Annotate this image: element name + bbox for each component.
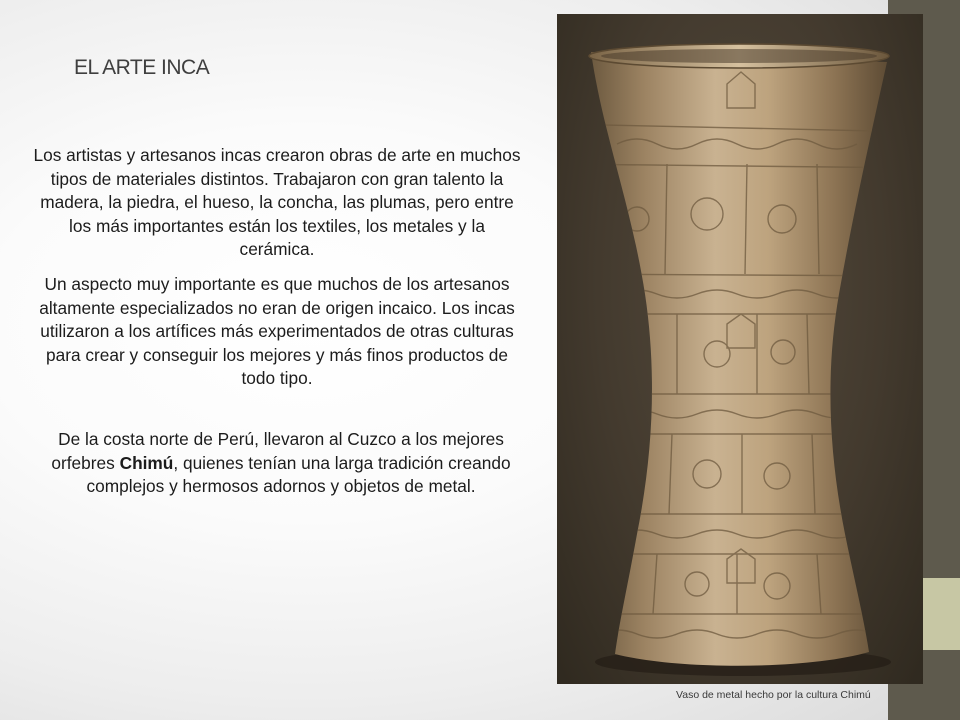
- image-caption: Vaso de metal hecho por la cultura Chimú: [676, 689, 871, 701]
- vase-illustration: [557, 14, 923, 684]
- paragraph-materials: Los artistas y artesanos incas crearon obras de arte en muchos tipos de materiales distintos. Trabajaron con gran talento la madera, la piedra, el hueso, la concha, las plumas, pero entre los más importantes están los textiles, los metales y la cerámica.: [33, 145, 521, 260]
- paragraph-chimu: [44, 428, 518, 499]
- chimu-emphasis: Chimú: [119, 452, 174, 473]
- paragraph-artisans: Un aspecto muy importante es que muchos de los artesanos altamente especializados no eran de origen incaico. Los incas utilizaron a los artífices más experimentados de otras culturas para crear y conseguir los mejores y más finos productos de todo tipo.: [39, 274, 515, 389]
- paragraph-chimu-end: , quienes tenían una larga tradición creando complejos y hermosos adornos y objetos de metal.: [86, 452, 511, 497]
- slide-title: EL ARTE INCA: [74, 56, 210, 79]
- vase-body: [591, 52, 887, 666]
- paragraph-chimu-start: De la costa norte de Perú, llevaron al Cuzco a los mejores orfebres: [51, 429, 504, 473]
- chimu-vase-photo: [557, 14, 923, 684]
- sidebar-accent-block: [923, 578, 960, 650]
- vase-opening: [601, 49, 877, 63]
